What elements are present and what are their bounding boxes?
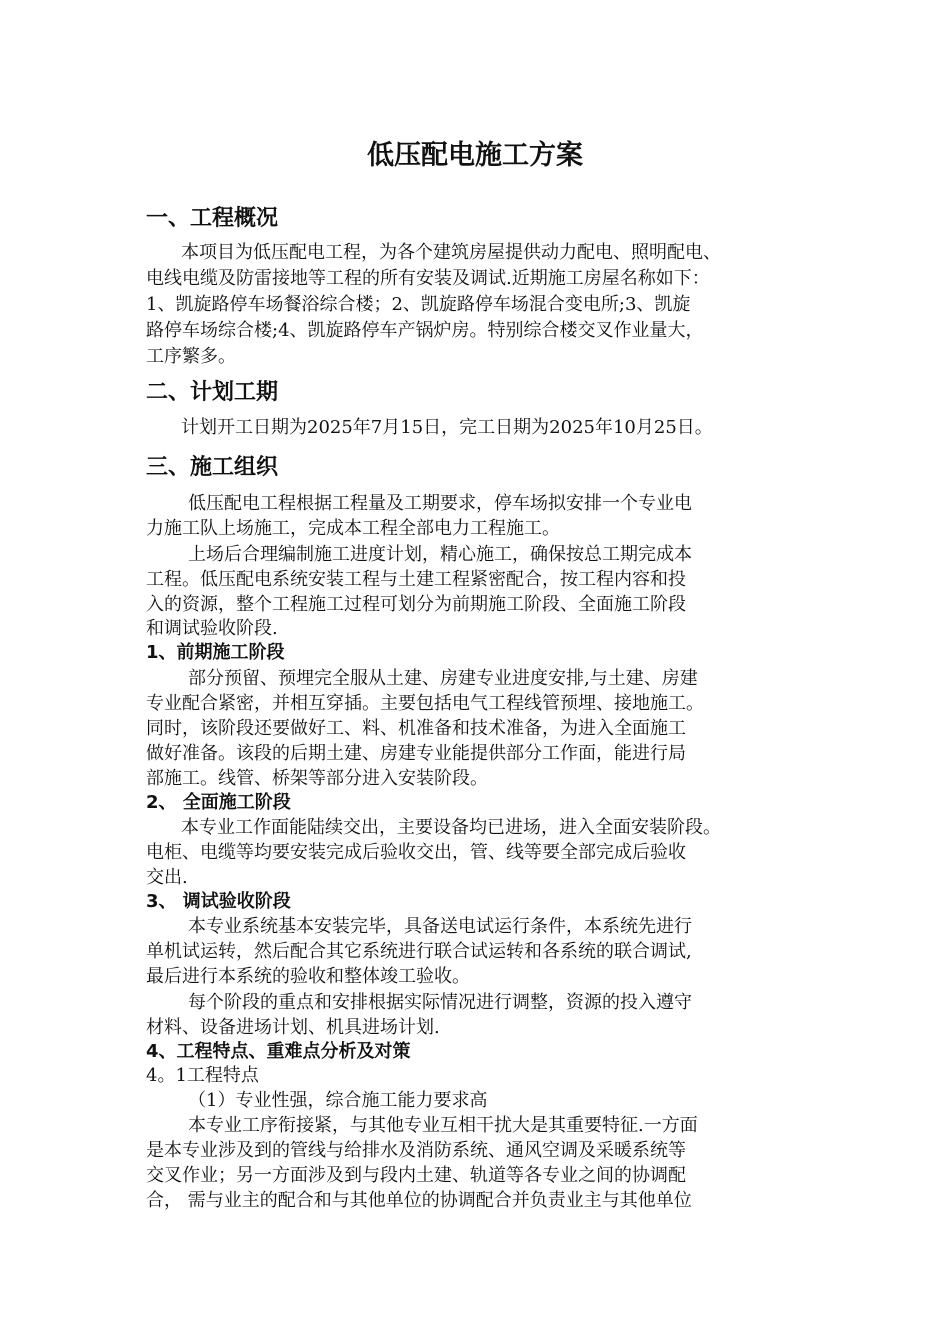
paragraph-line: 单机试运转，然后配合其它系统进行联合试运转和各系统的联合调试, [146, 941, 692, 962]
paragraph-line: 是本专业涉及到的管线与给排水及消防系统、通风空调及采暖系统等 [146, 1140, 686, 1161]
document-title: 低压配电施工方案 [367, 140, 583, 171]
paragraph-line: 本专业工序衔接紧，与其他专业互相干扰大是其重要特征.一方面 [188, 1115, 698, 1136]
paragraph-line: 低压配电工程根据工程量及工期要求，停车场拟安排一个专业电 [188, 493, 692, 514]
paragraph-line: 力施工队上场施工，完成本工程全部电力工程施工。 [146, 518, 560, 539]
section-2-heading: 二、计划工期 [146, 380, 279, 405]
paragraph-line: 本项目为低压配电工程，为各个建筑房屋提供动力配电、照明配电、 [181, 242, 721, 263]
paragraph-line: 1、凯旋路停车场餐浴综合楼；2、凯旋路停车场混合变电所;3、凯旋 [146, 294, 691, 315]
paragraph-line: 入的资源，整个工程施工过程可划分为前期施工阶段、全面施工阶段 [146, 594, 686, 615]
paragraph-line: 电线电缆及防雷接地等工程的所有安装及调试.近期施工房屋名称如下： [146, 268, 710, 289]
paragraph-line: 专业配合紧密，并相互穿插。主要包括电气工程线管预埋、接地施工。 [146, 693, 704, 714]
paragraph-line: 上场后合理编制施工进度计划，精心施工，确保按总工期完成本 [188, 544, 692, 565]
paragraph-line: 做好准备。该段的后期土建、房建专业能提供部分工作面，能进行局 [146, 743, 686, 764]
paragraph-line: 同时，该阶段还要做好工、料、机准备和技术准备，为进入全面施工 [146, 718, 686, 739]
subsection-3-heading: 3、 调试验收阶段 [146, 891, 291, 912]
paragraph-line: 路停车场综合楼;4、凯旋路停车产锅炉房。特别综合楼交叉作业量大， [146, 320, 704, 341]
paragraph-line: 计划开工日期为2025年7月15日，完工日期为2025年10月25日。 [181, 417, 713, 438]
paragraph-line: 工序繁多。 [146, 346, 236, 367]
list-item: （1）专业性强，综合施工能力要求高 [188, 1090, 488, 1111]
section-3-heading: 三、施工组织 [146, 455, 279, 480]
paragraph-line: 部分预留、预埋完全服从土建、房建专业进度安排,与土建、房建 [188, 668, 698, 689]
paragraph-line: 本专业系统基本安装完毕，具备送电试运行条件，本系统先进行 [188, 916, 692, 937]
paragraph-line: 和调试验收阶段. [146, 618, 278, 639]
paragraph-line: 交出. [146, 867, 188, 888]
paragraph-line: 合， 需与业主的配合和与其他单位的协调配合并负责业主与其他单位 [146, 1190, 692, 1211]
paragraph-line: 交叉作业；另一方面涉及到与段内土建、轨道等各专业之间的协调配 [146, 1165, 686, 1186]
subsection-1-heading: 1、前期施工阶段 [146, 642, 285, 663]
paragraph-line: 工程。低压配电系统安装工程与土建工程紧密配合，按工程内容和投 [146, 569, 686, 590]
section-4-heading: 4、工程特点、重难点分析及对策 [146, 1041, 411, 1062]
subsection-heading: 4。1工程特点 [146, 1065, 259, 1086]
section-1-heading: 一、工程概况 [146, 206, 279, 231]
paragraph-line: 本专业工作面能陆续交出，主要设备均已进场，进入全面安装阶段。 [181, 817, 721, 838]
paragraph-line: 每个阶段的重点和安排根据实际情况进行调整，资源的投入遵守 [188, 992, 692, 1013]
paragraph-line: 部施工。线管、桥架等部分进入安装阶段。 [146, 768, 488, 789]
paragraph-line: 最后进行本系统的验收和整体竣工验收。 [146, 966, 470, 987]
paragraph-line: 材料、设备进场计划、机具进场计划. [146, 1017, 440, 1038]
subsection-2-heading: 2、 全面施工阶段 [146, 792, 291, 813]
paragraph-line: 电柜、电缆等均要安装完成后验收交出，管、线等要全部完成后验收 [146, 842, 686, 863]
